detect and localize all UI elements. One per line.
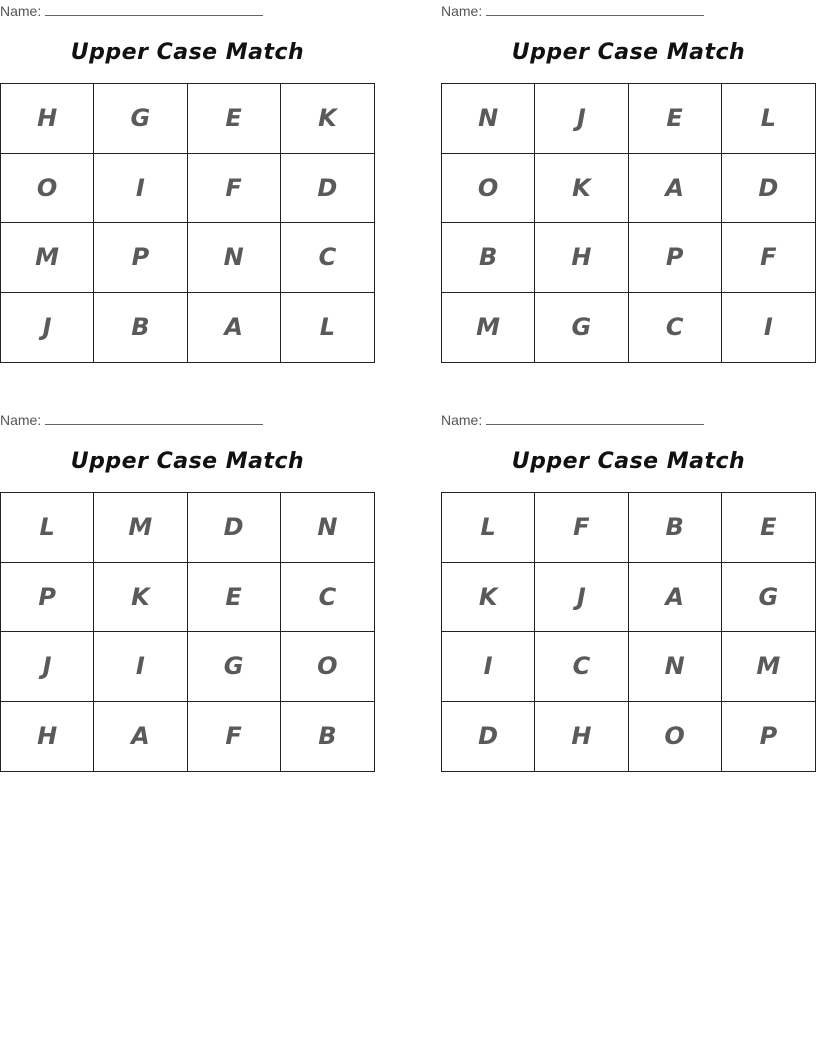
letter-cell: N [442,84,535,154]
letter-cell: E [188,563,281,633]
letter-cell: J [1,632,94,702]
letter-cell: E [722,493,815,563]
worksheet-title: Upper Case Match [70,449,305,474]
letter-cell: K [281,84,374,154]
name-blank-line[interactable] [45,412,263,425]
letter-cell: M [1,223,94,293]
letter-cell: I [763,313,773,342]
name-field[interactable] [0,412,263,428]
letter-cell: C [281,223,374,293]
letter-cell: G [94,84,187,154]
letter-cell: M [442,293,535,363]
name-field[interactable] [0,3,263,19]
letter-cell: A [94,702,187,772]
letter-cell: N [629,632,722,702]
letter-cell: A [188,293,281,363]
letter-cell: K [94,563,187,633]
letter-cell: B [94,293,187,363]
letter-grid [0,492,375,772]
letter-cell: C [281,563,374,633]
name-label: Name: [0,3,42,19]
letter-cell: D [281,154,374,224]
name-label: Name: [441,412,483,428]
letter-cell: O [1,154,94,224]
worksheet-title: Upper Case Match [70,40,305,65]
name-blank-line[interactable] [486,412,704,425]
letter-cell: B [442,223,535,293]
letter-cell: N [188,223,281,293]
worksheet-card [0,409,375,779]
letter-cell: I [94,632,187,702]
letter-cell: O [442,154,535,224]
worksheet-card [0,0,375,370]
letter-cell: H [1,84,94,154]
letter-cell: H [535,702,628,772]
name-blank-line[interactable] [45,3,263,16]
letter-cell: P [759,722,778,751]
letter-cell: G [722,563,815,633]
letter-cell: J [1,293,94,363]
letter-cell: J [535,563,628,633]
letter-cell: O [629,702,722,772]
letter-cell: G [535,293,628,363]
letter-cell: L [1,493,94,563]
letter-grid [441,83,816,363]
name-blank-line[interactable] [486,3,704,16]
letter-cell: P [1,563,94,633]
letter-cell: P [94,223,187,293]
letter-cell: E [188,84,281,154]
worksheet-title: Upper Case Match [511,40,746,65]
worksheet-card [441,409,816,779]
letter-cell: H [1,702,94,772]
letter-cell: B [318,722,337,751]
name-label: Name: [0,412,42,428]
letter-cell: E [629,84,722,154]
letter-cell: M [94,493,187,563]
letter-cell: F [188,154,281,224]
letter-cell: L [722,84,815,154]
letter-cell: L [442,493,535,563]
letter-cell: L [319,313,336,342]
worksheet-title: Upper Case Match [511,449,746,474]
letter-cell: N [281,493,374,563]
letter-grid [0,83,375,363]
letter-cell: C [535,632,628,702]
worksheet-card [441,0,816,370]
letter-cell: I [94,154,187,224]
letter-cell: F [722,223,815,293]
letter-cell: O [281,632,374,702]
letter-cell: K [442,563,535,633]
letter-cell: C [629,293,722,363]
letter-cell: P [629,223,722,293]
letter-cell: D [722,154,815,224]
name-label: Name: [441,3,483,19]
letter-cell: B [629,493,722,563]
letter-cell: J [535,84,628,154]
letter-cell: A [629,563,722,633]
letter-grid [441,492,816,772]
letter-cell: A [629,154,722,224]
letter-cell: M [722,632,815,702]
letter-cell: D [188,493,281,563]
letter-cell: F [535,493,628,563]
name-field[interactable] [441,412,704,428]
letter-cell: F [188,702,281,772]
letter-cell: I [442,632,535,702]
name-field[interactable] [441,3,704,19]
letter-cell: D [442,702,535,772]
letter-cell: H [535,223,628,293]
letter-cell: G [188,632,281,702]
letter-cell: K [535,154,628,224]
